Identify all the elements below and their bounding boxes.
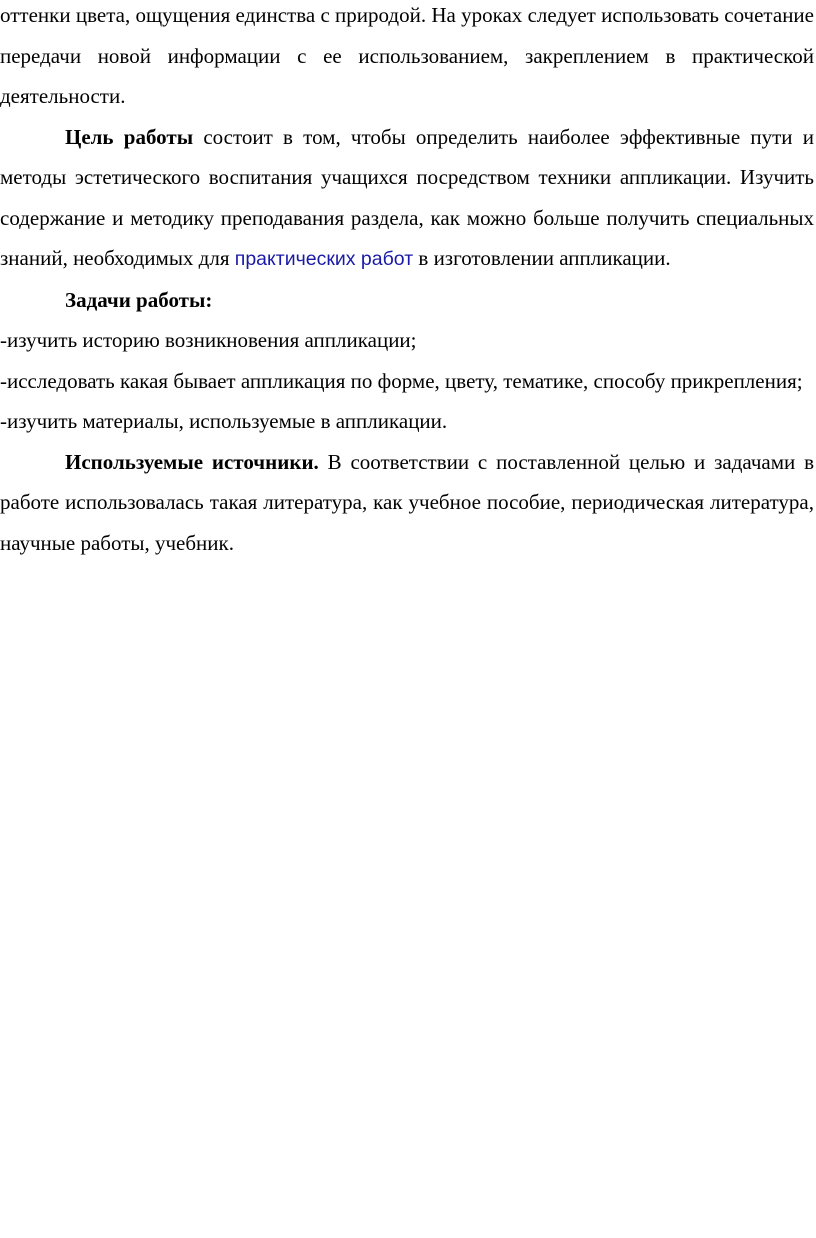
document-page: [0, 0, 816, 563]
goal-text-after-link: в изготовлении аппликации.: [413, 246, 671, 270]
tasks-heading: Задачи работы:: [65, 287, 213, 312]
task-item-2: -исследовать какая бывает аппликация по форме, цвету, тематике, способу прикрепления;: [0, 368, 803, 393]
sources-heading: Используемые источники.: [65, 449, 319, 474]
paragraph-sources: [0, 442, 814, 564]
practical-works-link[interactable]: практических работ: [234, 248, 414, 270]
paragraph-intro-text: оттенки цвета, ощущения единства с природой. На уроках следует использовать сочетание передачи новой информации с ее использованием, закреплением в практической деятельности.: [0, 3, 814, 108]
sources-text: В соответствии с поставленной целью и задачами в работе использовалась такая литература, как учебное пособие, периодическая литература, научные работы, учебник.: [0, 449, 815, 555]
goal-heading: Цель работы: [65, 124, 194, 149]
task-item-1: -изучить историю возникновения аппликации;: [0, 328, 417, 352]
paragraph-goal: [0, 117, 814, 280]
paragraph-intro: [0, 0, 814, 117]
goal-text-before-link: состоит в том, чтобы определить наиболее эффективные пути и методы эстетического воспитания учащихся посредством техники аппликации. Изучить содержание и методику преподавания раздела, как можно больше получить специальных знаний, необходимых для: [0, 124, 814, 270]
task-item-3: -изучить материалы, используемые в аппликации.: [0, 409, 448, 433]
